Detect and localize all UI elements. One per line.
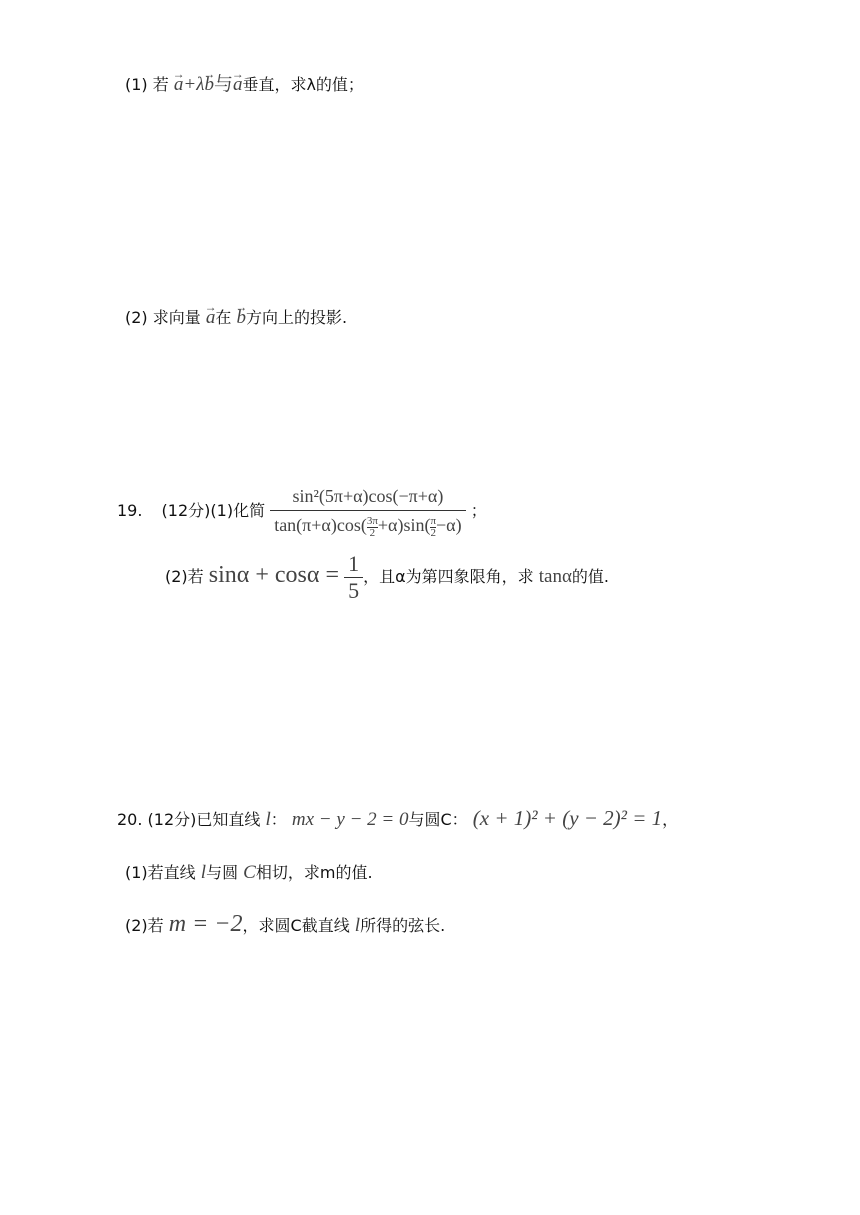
q20-part2 bbox=[125, 912, 445, 938]
vector-a-2: → a bbox=[233, 73, 243, 97]
one-fifth-den: 5 bbox=[344, 577, 363, 602]
q20-number: 20. bbox=[117, 810, 143, 829]
line-l: l bbox=[200, 862, 207, 883]
q19-part2-post: 的值. bbox=[571, 567, 610, 586]
tan-alpha: tanα bbox=[538, 566, 572, 587]
vector-a: → a bbox=[206, 306, 216, 330]
q20-end: ， bbox=[662, 810, 679, 829]
sin-cos-expression: sinα + cosα = bbox=[208, 562, 339, 588]
q20-colon: ： bbox=[270, 810, 287, 829]
fraction-numerator: sin²(5π+α)cos(−π+α) bbox=[292, 486, 444, 507]
q18-part1-label: (1) bbox=[125, 75, 148, 94]
q20-part1-post: 相切，求m的值. bbox=[255, 863, 373, 882]
q18-yu: 与 bbox=[213, 74, 233, 95]
q20-stem bbox=[117, 806, 678, 832]
q18-part2-pre: 求向量 bbox=[152, 308, 201, 327]
q20-stem-pre: 已知直线 bbox=[196, 810, 261, 829]
den-fraction-3pi-2 bbox=[367, 516, 378, 539]
line-l: l bbox=[354, 915, 361, 936]
q19-part2-label: (2) bbox=[165, 567, 188, 586]
den-part-a: tan(π+α)cos( bbox=[274, 515, 367, 536]
simplify-fraction bbox=[270, 484, 465, 538]
q20-circle-pre: 与圆C： bbox=[408, 810, 468, 829]
q19-part1-label: (1) bbox=[210, 501, 234, 520]
circle-equation: (x + 1)² + (y − 2)² = 1 bbox=[472, 806, 663, 830]
q18-part2-mid: 在 bbox=[215, 308, 232, 327]
q18-part2-label: (2) bbox=[125, 308, 148, 327]
line-equation: mx − y − 2 = 0 bbox=[291, 809, 409, 830]
line-l: l bbox=[265, 809, 271, 830]
q20-part1-label: (1) bbox=[125, 863, 148, 882]
q19-part1-post: ； bbox=[470, 501, 487, 520]
m-equals-minus-two: m = −2 bbox=[168, 911, 243, 937]
one-fifth-num: 1 bbox=[348, 551, 360, 576]
q20-part1-pre: 若直线 bbox=[147, 863, 196, 882]
q20-part2-pre: 若 bbox=[147, 916, 164, 935]
plus-lambda: +λ bbox=[183, 74, 205, 95]
den-part-c: −α) bbox=[436, 515, 462, 536]
q19-part2 bbox=[165, 553, 609, 602]
q19-score: (12分) bbox=[161, 501, 211, 520]
circle-c: C bbox=[243, 862, 256, 883]
q18-part1-post: 垂直，求λ的值； bbox=[242, 75, 364, 94]
q19-part1 bbox=[117, 481, 487, 541]
q20-part2-post: 所得的弦长. bbox=[360, 916, 446, 935]
q18-part1-pre: 若 bbox=[152, 75, 169, 94]
den-f1-den: 2 bbox=[367, 527, 378, 539]
den-f1-num: 3π bbox=[366, 514, 378, 527]
q20-part2-mid: ，求圆C截直线 bbox=[242, 916, 350, 935]
q20-part1 bbox=[125, 861, 373, 885]
q18-part1 bbox=[125, 73, 364, 97]
vector-a: → a bbox=[174, 73, 184, 97]
q20-part2-label: (2) bbox=[125, 916, 148, 935]
q20-score: (12分) bbox=[147, 810, 197, 829]
vector-b: → b bbox=[204, 73, 214, 97]
den-f2-den: 2 bbox=[430, 526, 436, 539]
q20-part1-mid: 与圆 bbox=[206, 863, 239, 882]
q19-part2-mid: ，且α为第四象限角，求 bbox=[363, 567, 534, 586]
fraction-denominator bbox=[270, 510, 465, 538]
one-fifth-fraction bbox=[344, 553, 363, 602]
den-f2-num: π bbox=[430, 514, 437, 527]
vector-b: → b bbox=[236, 306, 246, 330]
q19-part2-pre: 若 bbox=[187, 567, 204, 586]
q19-part1-pre: 化简 bbox=[233, 501, 266, 520]
q18-part2-post: 方向上的投影. bbox=[245, 308, 348, 327]
den-part-b: +α)sin( bbox=[377, 515, 431, 536]
q19-number: 19. bbox=[117, 501, 143, 520]
q18-part2 bbox=[125, 306, 347, 330]
